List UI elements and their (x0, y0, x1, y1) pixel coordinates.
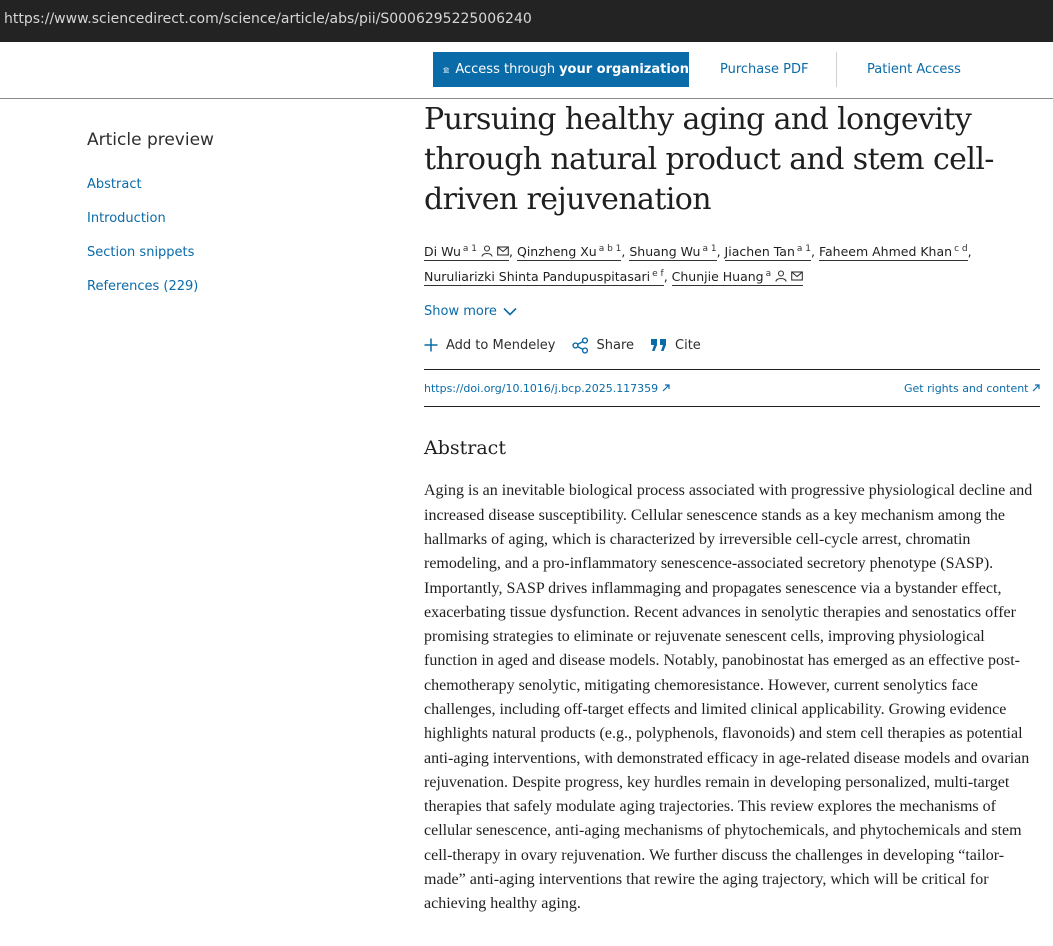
quote-icon (650, 338, 667, 352)
get-rights-link[interactable] (904, 382, 1040, 395)
access-prefix-label: Access through (455, 62, 556, 77)
author-affiliation: a 1 (702, 244, 717, 254)
access-through-organization-button[interactable] (433, 52, 689, 87)
author-link[interactable] (517, 244, 621, 261)
sidebar-item-introduction[interactable]: Introduction (87, 211, 166, 226)
person-icon (481, 245, 493, 257)
article-preview-nav (87, 130, 387, 304)
author-affiliation: e f (652, 269, 664, 280)
share-button[interactable] (572, 337, 635, 354)
cite-button[interactable] (650, 338, 701, 353)
author-affiliation: a b 1 (598, 244, 622, 254)
author-name: Jiachen Tan (724, 244, 795, 260)
access-strong-label: your organization (559, 62, 689, 77)
plus-icon (424, 338, 438, 352)
article-title: Pursuing healthy aging and longevity through natural product and stem cell-driven rejuvenation (424, 102, 994, 217)
doi-link[interactable] (424, 382, 670, 395)
author-list: Di Wu $^{a 1}$ , Qinzheng Xu $^{a b 1}$, Shuang Wu $^{a 1}$, Jiachen Tan $^{a 1}$, Faheem Ahmed Khan $^{c d}$, Nuruliarizki Shinta Pandupuspitasari $^{e f}$, Chunjie Huang $^a$ (424, 244, 972, 285)
sidebar-item-references[interactable]: References (229) (87, 279, 199, 294)
cite-label: Cite (675, 337, 701, 353)
author-link[interactable] (725, 244, 811, 261)
person-icon (775, 270, 787, 282)
author-affiliation: a 1 (796, 244, 811, 254)
sidebar-title: Article preview (87, 130, 214, 150)
purchase-pdf-link[interactable]: Purchase PDF (720, 62, 809, 77)
institution-icon (443, 61, 449, 79)
doi-row (424, 369, 1040, 407)
author-link[interactable] (424, 244, 509, 261)
external-link-icon (1032, 384, 1040, 392)
article-toolbar (0, 42, 1053, 99)
add-to-mendeley-button[interactable] (424, 338, 556, 353)
share-icon (572, 337, 589, 354)
toolbar-divider (836, 52, 837, 87)
rights-text: Get rights and content (904, 381, 1029, 395)
author-name: Chunjie Huang (671, 269, 764, 285)
author-name: Di Wu (424, 244, 461, 260)
show-more-label: Show more (424, 304, 497, 320)
share-label: Share (596, 337, 635, 353)
author-name: Nuruliarizki Shinta Pandupuspitasari (424, 269, 651, 285)
article-actions (424, 333, 1040, 357)
doi-text: https://doi.org/10.1016/j.bcp.2025.117359 (424, 381, 659, 395)
author-affiliation: a 1 (462, 244, 478, 254)
author-link[interactable] (672, 269, 803, 286)
author-name: Faheem Ahmed Khan (818, 244, 953, 260)
sidebar-item-section-snippets[interactable]: Section snippets (87, 245, 195, 260)
mail-icon (497, 245, 509, 257)
chevron-down-icon (503, 307, 517, 316)
author-link[interactable] (819, 244, 968, 261)
author-affiliation: c d (954, 244, 968, 254)
show-more-button[interactable] (424, 304, 517, 319)
author-name: Shuang Wu (629, 244, 701, 260)
sidebar-item-abstract[interactable]: Abstract (87, 177, 142, 192)
mendeley-label: Add to Mendeley (446, 337, 556, 353)
mail-icon (791, 270, 803, 282)
external-link-icon (662, 384, 670, 392)
author-name: Qinzheng Xu (516, 244, 597, 260)
patient-access-link[interactable]: Patient Access (867, 62, 961, 77)
author-link[interactable] (424, 269, 664, 286)
author-link[interactable] (629, 244, 716, 261)
article-main (424, 100, 1040, 917)
address-bar[interactable]: https://www.sciencedirect.com/science/article/abs/pii/S0006295225006240 (0, 0, 1053, 42)
author-affiliation: a (765, 269, 772, 280)
abstract-heading: Abstract (424, 437, 506, 460)
abstract-body: Aging is an inevitable biological process associated with progressive physiological decline and increased disease susceptibility. Cellular senescence stands as a key mechanism among the hallmarks of aging, which is characterized by irreversible cell-cycle arrest, chromatin remodeling, and a pro-inflammatory senescence-associated secretory phenotype (SASP). Importantly, SASP drives inflammaging and propagates senescence via a bystander effect, exacerbating tissue dysfunction. Recent advances in senolytic therapies and senostatics offer promising strategies to eliminate or rejuvenate senescent cells, improving physiological function in aged and disease models. Notably, panobinostat has emerged as an effective post-chemotherapy senolytic, mitigating chemoresistance. However, current senolytics face challenges, including off-target effects and limited clinical applicability. Growing evidence highlights natural products (e.g., polyphenols, flavonoids) and stem cell therapies as potential anti-aging interventions, with demonstrated efficacy in age-related disease models and ovarian rejuvenation. Despite progress, key hurdles remain in developing personalized, multi-target therapies that safely modulate aging trajectories. This review explores the mechanisms of cellular senescence, anti-aging mechanisms of phytochemicals, and phytochemicals and stem cell-therapy in ovary rejuvenation. We further discuss the challenges in developing “tailor-made” anti-aging interventions that rewire the aging trajectory, which will be critical for achieving healthy aging. (424, 482, 1033, 913)
